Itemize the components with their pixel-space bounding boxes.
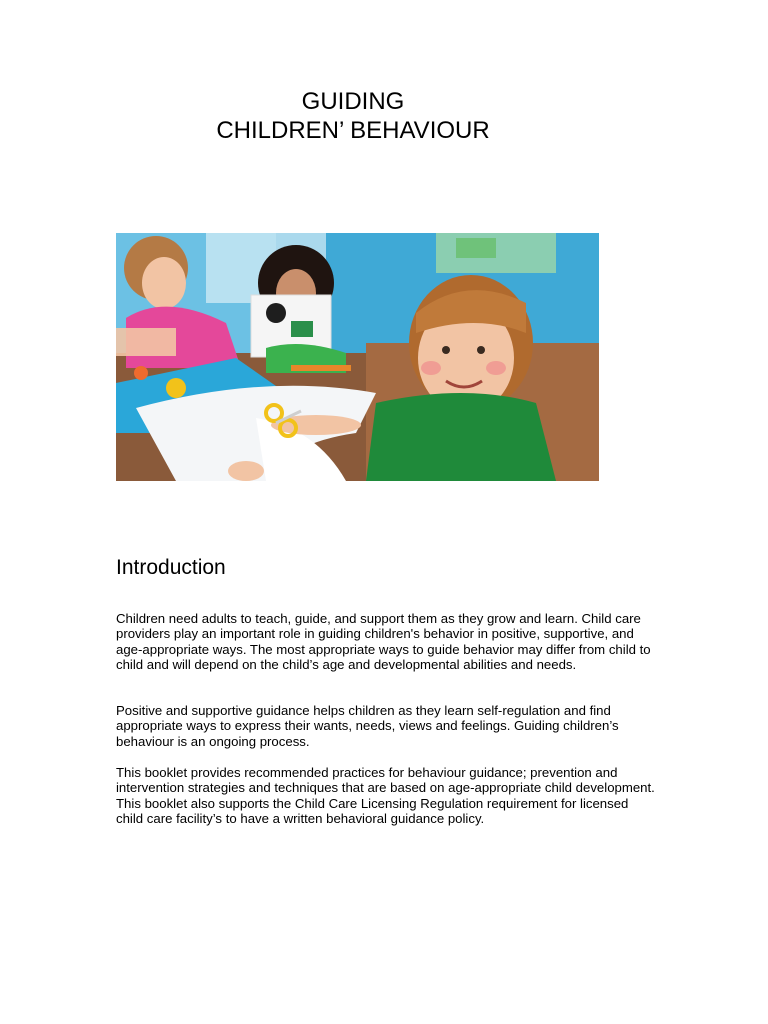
document-title-line-1: GUIDING bbox=[301, 88, 405, 115]
paragraph-2: Positive and supportive guidance helps children as they learn self-regulation and find appropriate ways to express their wants, needs, views and feelings. Guiding children’s behaviour is an ongoing process. bbox=[116, 703, 619, 749]
children-crafting-photo bbox=[116, 233, 599, 481]
document-title-line-2: CHILDREN’ BEHAVIOUR bbox=[216, 117, 490, 144]
paragraph-3: This booklet provides recommended practices for behaviour guidance; prevention and intervention strategies and techniques that are based on age-appropriate child development. This booklet also supports the Child Care Licensing Regulation requirement for licensed child care facility’s to have a written behavioral guidance policy. bbox=[116, 765, 655, 826]
paragraph-1: Children need adults to teach, guide, and support them as they grow and learn. Child care providers play an important role in guiding children's behavior in positive, supportive, and age-appropriate ways. The most appropriate ways to guide behavior may differ from child to child and will depend on the child’s age and developmental abilities and needs. bbox=[116, 611, 651, 672]
section-heading-introduction: Introduction bbox=[116, 556, 226, 579]
